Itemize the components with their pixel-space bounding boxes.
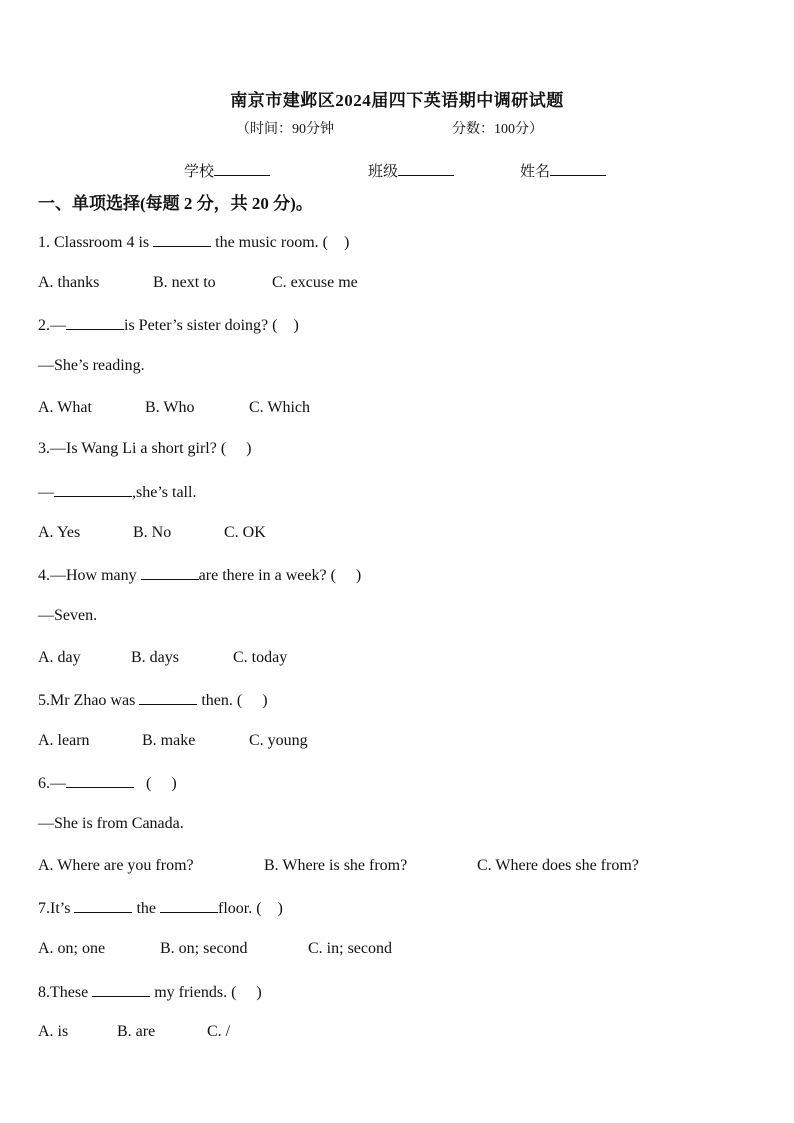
exam-score: 分数：100分） [452, 122, 543, 137]
question-text: ( ) [134, 775, 177, 792]
answer-line-2: —She’s reading. [38, 357, 145, 374]
answer-blank[interactable] [139, 690, 197, 705]
option-a[interactable]: A. learn [38, 732, 90, 749]
options-6 [38, 857, 639, 875]
options-8 [38, 1023, 230, 1041]
option-b[interactable]: B. next to [153, 274, 216, 291]
option-a[interactable]: A. Yes [38, 524, 81, 541]
options-5 [38, 732, 308, 750]
options-2 [38, 399, 310, 417]
option-b[interactable]: B. Who [145, 399, 195, 416]
answer-blank[interactable] [66, 315, 124, 330]
options-4 [38, 649, 287, 667]
question-text: 5.Mr Zhao was [38, 692, 140, 709]
question-1 [38, 232, 349, 252]
paper-title: 南京市建邺区2024届四下英语期中调研试题 [230, 91, 564, 110]
question-text: 1. Classroom 4 is [38, 234, 154, 251]
answer-line-6: —She is from Canada. [38, 815, 184, 832]
options-1 [38, 274, 358, 292]
question-2 [38, 315, 299, 335]
answer-blank[interactable] [54, 482, 132, 497]
option-a[interactable]: A. is [38, 1023, 69, 1040]
answer-blank-1[interactable] [74, 898, 132, 913]
option-b[interactable]: B. are [117, 1023, 156, 1040]
answer-line-4: —Seven. [38, 607, 98, 624]
question-text: the [132, 900, 160, 917]
option-c[interactable]: C. young [249, 732, 308, 749]
name-field [520, 160, 606, 181]
option-b[interactable]: B. days [131, 649, 179, 666]
option-c[interactable]: C. excuse me [272, 274, 358, 291]
question-text: are there in a week? ( ) [198, 567, 362, 584]
name-label: 姓名 [520, 164, 551, 180]
option-c[interactable]: C. / [207, 1023, 231, 1040]
school-blank[interactable] [214, 161, 270, 176]
question-text: 7.It’s [38, 900, 75, 917]
options-3 [38, 524, 266, 542]
options-7 [38, 940, 392, 958]
class-field [368, 160, 454, 181]
question-text: floor. ( ) [218, 900, 283, 917]
school-label: 学校 [184, 164, 215, 180]
option-a[interactable]: A. day [38, 649, 81, 666]
section-heading: 一、单项选择(每题 2 分，共 20 分)。 [38, 194, 313, 213]
question-text: 2.— [38, 317, 66, 334]
option-a[interactable]: A. What [38, 399, 92, 416]
answer-blank-2[interactable] [160, 898, 218, 913]
answer-blank[interactable] [66, 773, 134, 788]
option-a[interactable]: A. on; one [38, 940, 106, 957]
name-blank[interactable] [550, 161, 606, 176]
option-b[interactable]: B. on; second [160, 940, 248, 957]
class-label: 班级 [368, 164, 399, 180]
school-field [184, 160, 270, 181]
answer-line-3 [38, 482, 196, 502]
question-text: 8.These [38, 984, 93, 1001]
question-text: 4.—How many [38, 567, 141, 584]
option-b[interactable]: B. Where is she from? [264, 857, 408, 874]
question-4 [38, 565, 361, 585]
question-8 [38, 982, 262, 1002]
class-blank[interactable] [398, 161, 454, 176]
question-text: is Peter’s sister doing? ( ) [124, 317, 299, 334]
question-text: then. ( ) [197, 692, 268, 709]
question-6 [38, 773, 177, 793]
question-7 [38, 898, 283, 918]
exam-time: （时间：90分钟 [236, 122, 334, 137]
answer-blank[interactable] [153, 232, 211, 247]
question-text: 6.— [38, 775, 66, 792]
option-b[interactable]: B. No [133, 524, 172, 541]
option-c[interactable]: C. in; second [308, 940, 392, 957]
question-text: the music room. ( ) [211, 234, 350, 251]
option-c[interactable]: C. Which [249, 399, 311, 416]
option-b[interactable]: B. make [142, 732, 196, 749]
answer-blank[interactable] [92, 982, 150, 997]
question-5 [38, 690, 268, 710]
option-c[interactable]: C. OK [224, 524, 266, 541]
option-a[interactable]: A. thanks [38, 274, 100, 291]
answer-blank[interactable] [141, 565, 199, 580]
question-text: my friends. ( ) [150, 984, 262, 1001]
option-c[interactable]: C. Where does she from? [477, 857, 639, 874]
question-3: 3.—Is Wang Li a short girl? ( ) [38, 440, 252, 457]
option-a[interactable]: A. Where are you from? [38, 857, 194, 874]
option-c[interactable]: C. today [233, 649, 288, 666]
question-text: ,she’s tall. [132, 484, 197, 501]
question-text: — [38, 484, 54, 501]
